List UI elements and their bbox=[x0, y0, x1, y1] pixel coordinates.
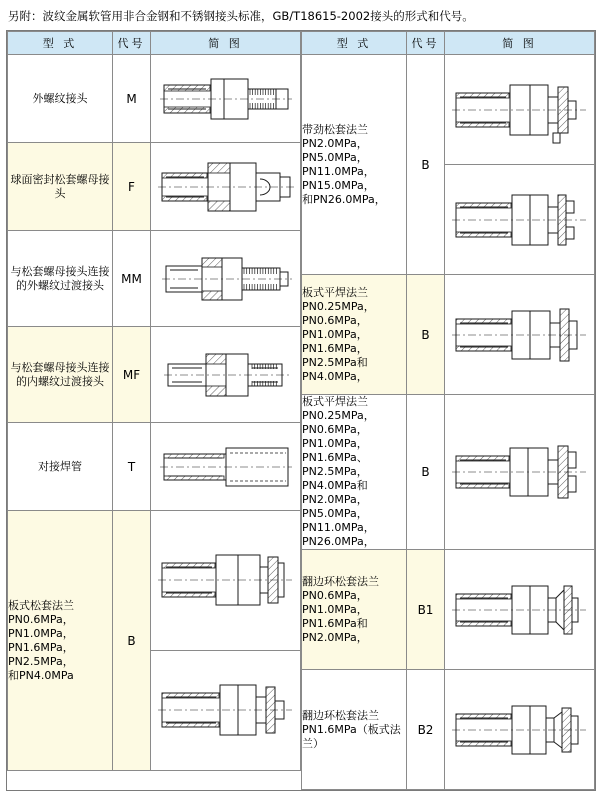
left-code-cell: M bbox=[113, 55, 151, 143]
left-type-cell bbox=[8, 511, 113, 771]
left-header-code: 代号 bbox=[113, 32, 151, 55]
type-line: PN1.0MPa，PN1.6MPa， bbox=[302, 327, 368, 355]
left-figure-cell bbox=[151, 143, 301, 231]
right-code-cell: B bbox=[407, 395, 445, 550]
right-code-cell: B bbox=[407, 275, 445, 395]
table-row bbox=[302, 275, 595, 395]
figure-svg bbox=[156, 336, 296, 414]
comparison-table bbox=[6, 30, 596, 791]
table-row bbox=[8, 231, 301, 327]
type-line: PN2.5MPa，PN4.0MPa和 bbox=[302, 465, 368, 492]
figure-svg bbox=[156, 665, 296, 757]
left-header-row bbox=[8, 32, 301, 55]
table-row bbox=[8, 423, 301, 511]
left-type-cell bbox=[8, 423, 113, 511]
type-line: PN2.0MPa，PN5.0MPa， bbox=[302, 493, 368, 520]
left-code-cell: MF bbox=[113, 327, 151, 423]
left-type-cell bbox=[8, 231, 113, 327]
right-header-row bbox=[302, 32, 595, 55]
figure-svg bbox=[450, 291, 590, 379]
type-line: 与松套螺母接头连接的内螺纹过渡接头 bbox=[10, 360, 110, 388]
type-line: PN1.6MPa，PN2.5MPa， bbox=[8, 640, 74, 668]
type-line: PN1.0MPa，PN1.6MPa、 bbox=[302, 437, 368, 464]
figure-svg bbox=[156, 149, 296, 225]
type-line: PN2.0MPa，PN5.0MPa， bbox=[302, 136, 368, 164]
right-header-code: 代号 bbox=[407, 32, 445, 55]
left-figure-cell bbox=[151, 511, 301, 651]
left-code-cell: F bbox=[113, 143, 151, 231]
right-code-cell: B2 bbox=[407, 670, 445, 790]
table-row bbox=[8, 55, 301, 143]
left-figure-cell bbox=[151, 55, 301, 143]
figure-svg bbox=[156, 434, 296, 500]
table-row bbox=[302, 550, 595, 670]
right-type-cell bbox=[302, 275, 407, 395]
right-type-cell bbox=[302, 550, 407, 670]
figure-svg bbox=[450, 426, 590, 518]
right-code-cell: B1 bbox=[407, 550, 445, 670]
table-row bbox=[8, 511, 301, 651]
table-row bbox=[302, 670, 595, 790]
right-figure-cell bbox=[445, 275, 595, 395]
type-line: 翻边环松套法兰 bbox=[302, 574, 379, 588]
left-figure-cell bbox=[151, 231, 301, 327]
type-line: 和PN26.0MPa， bbox=[302, 192, 386, 206]
type-line: PN11.0MPa，PN26.0MPa， bbox=[302, 521, 375, 548]
left-figure-cell bbox=[151, 651, 301, 771]
page-caption: 另附：波纹金属软管用非合金钢和不锈钢接头标准，GB/T18615-2002接头的形式和代号。 bbox=[8, 9, 474, 23]
right-table-cell bbox=[301, 31, 596, 791]
type-line: 板式松套法兰 bbox=[8, 598, 74, 612]
type-line: 翻边环松套法兰 bbox=[302, 708, 379, 722]
left-type-cell bbox=[8, 327, 113, 423]
right-figure-cell bbox=[445, 670, 595, 790]
right-figure-cell bbox=[445, 55, 595, 165]
figure-svg bbox=[156, 63, 296, 135]
left-table bbox=[7, 31, 301, 771]
type-line: PN0.25MPa，PN0.6MPa， bbox=[302, 409, 375, 436]
figure-svg bbox=[156, 240, 296, 318]
left-figure-cell bbox=[151, 327, 301, 423]
type-line: 球面密封松套螺母接头 bbox=[10, 172, 110, 200]
right-table bbox=[301, 31, 595, 790]
table-row bbox=[302, 395, 595, 550]
left-type-cell bbox=[8, 143, 113, 231]
left-code-cell: T bbox=[113, 423, 151, 511]
type-line: PN0.25MPa，PN0.6MPa， bbox=[302, 299, 375, 327]
type-line: 和PN4.0MPa bbox=[8, 668, 74, 682]
type-line: 板式平焊法兰 bbox=[302, 395, 368, 408]
type-line: PN11.0MPa，PN15.0MPa， bbox=[302, 164, 375, 192]
figure-svg bbox=[450, 686, 590, 774]
right-figure-cell bbox=[445, 165, 595, 275]
right-header-type: 型 式 bbox=[302, 32, 407, 55]
right-type-cell bbox=[302, 55, 407, 275]
right-header-figure: 简 图 bbox=[445, 32, 595, 55]
type-line: PN0.6MPa，PN1.0MPa， bbox=[8, 612, 74, 640]
figure-svg bbox=[156, 533, 296, 629]
left-figure-cell bbox=[151, 423, 301, 511]
table-row bbox=[302, 55, 595, 165]
left-header-type: 型 式 bbox=[8, 32, 113, 55]
type-line: 板式平焊法兰 bbox=[302, 285, 368, 299]
right-figure-cell bbox=[445, 395, 595, 550]
figure-svg bbox=[450, 67, 590, 153]
type-line: PN0.6MPa，PN1.0MPa， bbox=[302, 588, 368, 616]
left-code-cell: MM bbox=[113, 231, 151, 327]
type-line: 对接焊管 bbox=[38, 459, 82, 473]
left-table-cell bbox=[7, 31, 302, 791]
table-row bbox=[8, 143, 301, 231]
type-line: 与松套螺母接头连接的外螺纹过渡接头 bbox=[10, 264, 110, 292]
table-row bbox=[8, 327, 301, 423]
type-line: PN1.6MPa（板式法兰） bbox=[302, 722, 401, 750]
left-header-figure: 简 图 bbox=[151, 32, 301, 55]
type-line: PN1.6MPa和PN2.0MPa， bbox=[302, 616, 368, 644]
figure-svg bbox=[450, 177, 590, 263]
type-line: 带劲松套法兰 bbox=[302, 122, 368, 136]
right-code-cell: B bbox=[407, 55, 445, 275]
figure-svg bbox=[450, 566, 590, 654]
right-type-cell bbox=[302, 670, 407, 790]
left-type-cell bbox=[8, 55, 113, 143]
type-line: PN2.5MPa和PN4.0MPa， bbox=[302, 355, 368, 383]
right-figure-cell bbox=[445, 550, 595, 670]
left-code-cell: B bbox=[113, 511, 151, 771]
type-line: 外螺纹接头 bbox=[32, 91, 88, 105]
right-type-cell bbox=[302, 395, 407, 550]
